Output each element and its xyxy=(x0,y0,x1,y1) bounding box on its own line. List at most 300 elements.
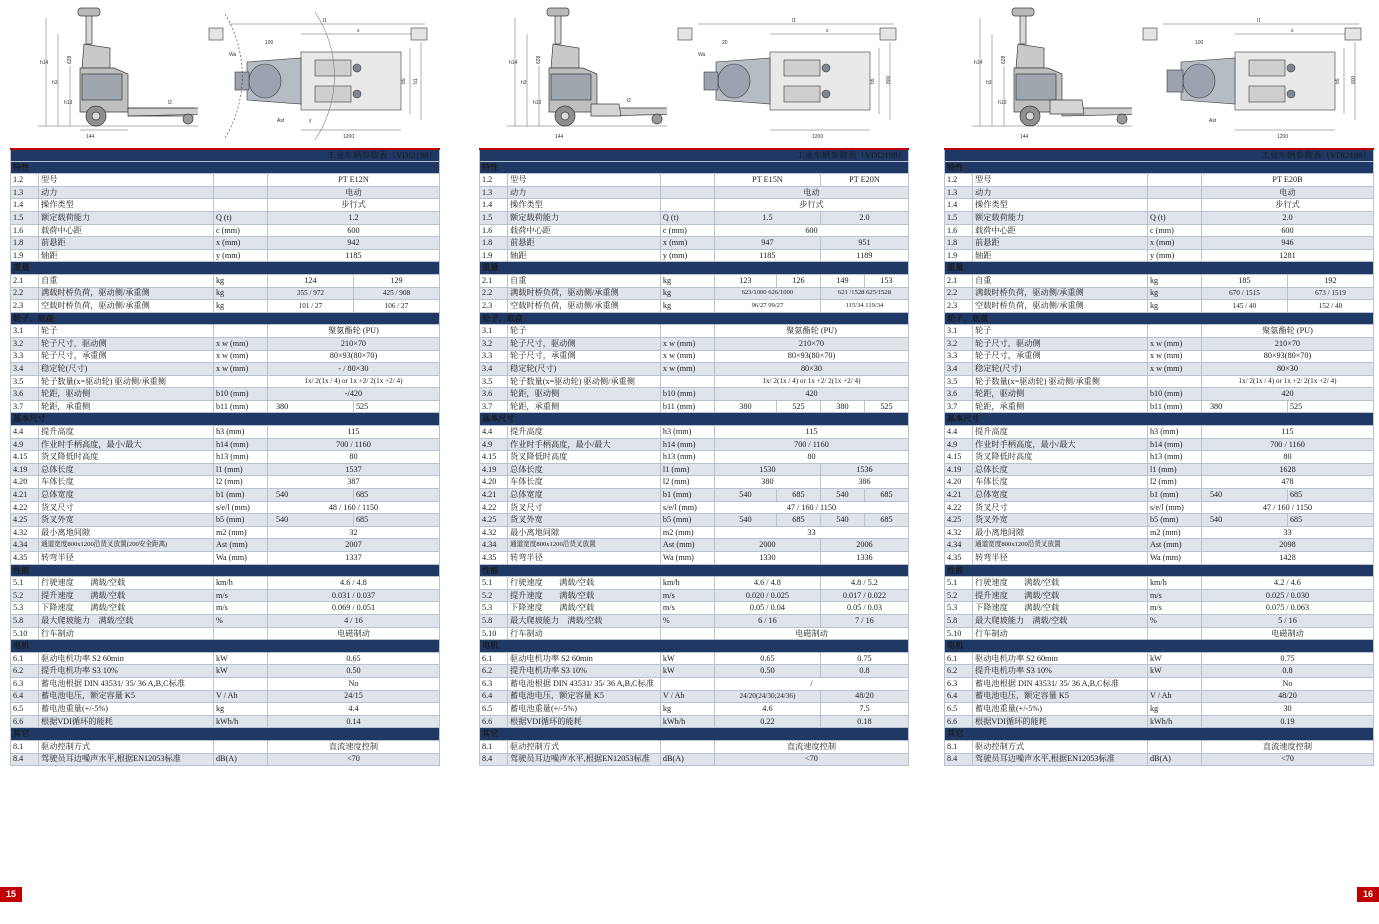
side-view-drawing-1 xyxy=(18,4,198,146)
cell-value: 80×93(80×70) xyxy=(267,350,439,363)
drawing-group-3 xyxy=(944,0,1374,148)
cell-value: 1530 xyxy=(714,463,820,476)
row-label: 轮距，承重侧 xyxy=(39,400,214,413)
row-unit xyxy=(1147,174,1201,187)
row-no: 2.1 xyxy=(11,274,39,287)
row-unit: h13 (mm) xyxy=(213,451,267,464)
row-unit: x w (mm) xyxy=(213,337,267,350)
row-no: 4.32 xyxy=(945,526,973,539)
row-label: 蓄电池根据 DIN 43531/ 35/ 36 A,B,C标准 xyxy=(973,677,1148,690)
row-unit: Wa (mm) xyxy=(1147,552,1201,565)
row-unit: h3 (mm) xyxy=(213,426,267,439)
cell-value: 2000 xyxy=(714,539,820,552)
row-label: 动力 xyxy=(508,186,661,199)
row-unit xyxy=(213,199,267,212)
cell-value: 80 xyxy=(714,451,908,464)
row-label: 型号 xyxy=(973,174,1148,187)
dim-label-144: 144 xyxy=(86,134,95,140)
spec-column-pte20b xyxy=(944,0,1374,924)
cell-value: 673 / 1519 xyxy=(1287,287,1373,300)
dim-label-b1: b1 xyxy=(413,78,419,84)
row-label: 货叉尺寸 xyxy=(973,501,1148,514)
row-label: 驱动电机功率 S2 60min xyxy=(973,652,1148,665)
row-no: 4.32 xyxy=(11,526,39,539)
cell-value: 106 / 27 xyxy=(353,300,439,313)
cell-value: 380 xyxy=(714,476,820,489)
row-unit: l1 (mm) xyxy=(660,463,714,476)
row-no: 1.5 xyxy=(480,211,508,224)
row-label: 货叉外宽 xyxy=(973,514,1148,527)
row-unit xyxy=(1147,627,1201,640)
row-unit: b10 (mm) xyxy=(660,388,714,401)
row-unit: kWh/h xyxy=(660,715,714,728)
dim-label-20: 20 xyxy=(722,40,728,46)
dim-label-100: 100 xyxy=(265,40,274,46)
page-number-left: 15 xyxy=(0,887,22,902)
row-label: 动力 xyxy=(973,186,1148,199)
row-unit: b5 (mm) xyxy=(1147,514,1201,527)
cell-value: 386 xyxy=(820,476,908,489)
cell-value: 0.05 / 0.03 xyxy=(820,602,908,615)
row-unit: l2 (mm) xyxy=(660,476,714,489)
section-wheels-3: 轮子、底盘 xyxy=(945,312,1374,325)
row-label: 提升高度 xyxy=(973,426,1148,439)
cell-value: 4.4 xyxy=(267,703,439,716)
cell-value: 80×93(80×70) xyxy=(714,350,908,363)
cell-value: 80×30 xyxy=(1201,363,1373,376)
row-unit: m/s xyxy=(213,602,267,615)
row-label: 总体长度 xyxy=(39,463,214,476)
row-label: 根据VDI循环的能耗 xyxy=(39,715,214,728)
dim-label-1200: 1200 xyxy=(812,134,824,140)
cell-value: 685 xyxy=(353,489,439,502)
row-unit: kg xyxy=(213,274,267,287)
row-unit: x w (mm) xyxy=(1147,363,1201,376)
cell-value: 540 xyxy=(820,489,864,502)
cell-value: 540 xyxy=(1201,514,1287,527)
row-unit xyxy=(1147,186,1201,199)
row-unit: b1 (mm) xyxy=(1147,489,1201,502)
row-label: 蓄电池电压，额定容量 K5 xyxy=(39,690,214,703)
row-label: 额定载荷能力 xyxy=(508,211,661,224)
cell-value: 525 xyxy=(776,400,820,413)
row-label: 转弯半径 xyxy=(973,552,1148,565)
row-unit: dB(A) xyxy=(1147,753,1201,766)
table-1 xyxy=(10,148,440,766)
row-label: 下降速度 满载/空载 xyxy=(39,602,214,615)
row-label: 最小离地间隙 xyxy=(508,526,661,539)
row-label: 下降速度 满载/空载 xyxy=(973,602,1148,615)
section-weight-3: 重量 xyxy=(945,262,1374,275)
row-label: 稳定轮(尺寸) xyxy=(39,363,214,376)
cell-value: 124 xyxy=(267,274,353,287)
row-no: 1.2 xyxy=(480,174,508,187)
row-label: 动力 xyxy=(39,186,214,199)
row-label: 蓄电池重量(+/-5%) xyxy=(39,703,214,716)
row-no: 3.4 xyxy=(11,363,39,376)
cell-value: 4.6 / 4.8 xyxy=(267,577,439,590)
row-unit xyxy=(213,627,267,640)
section-features-2: 特性 xyxy=(480,161,909,174)
row-no: 4.34 xyxy=(11,539,39,552)
row-label: 稳定轮(尺寸) xyxy=(508,363,661,376)
top-view-drawing-1 xyxy=(205,4,437,146)
row-unit: b5 (mm) xyxy=(213,514,267,527)
drawing-group-2 xyxy=(479,0,909,148)
row-no: 1.3 xyxy=(480,186,508,199)
cell-value: 1x/ 2(1x / 4) or 1x +2/ 2(1x +2/ 4) xyxy=(714,375,908,388)
row-no: 4.22 xyxy=(480,501,508,514)
dim-label-wa: Wa xyxy=(698,52,706,58)
cell-value: 80×30 xyxy=(714,363,908,376)
row-no: 1.6 xyxy=(480,224,508,237)
row-label: 驾驶员耳边噪声水平,根据EN12053标准 xyxy=(39,753,214,766)
dim-label-h13: h13 xyxy=(64,100,73,106)
cell-value: 153 xyxy=(864,274,908,287)
row-label: 提升高度 xyxy=(39,426,214,439)
cell-value: 540 xyxy=(820,514,864,527)
drawing-group-1 xyxy=(10,0,440,148)
row-no: 8.1 xyxy=(480,740,508,753)
row-no: 3.1 xyxy=(480,325,508,338)
row-label: 驱动控制方式 xyxy=(973,740,1148,753)
row-unit xyxy=(1147,325,1201,338)
row-no: 5.8 xyxy=(11,614,39,627)
cell-value: 1.2 xyxy=(267,211,439,224)
row-unit: x (mm) xyxy=(213,237,267,250)
section-performance-2: 性能 xyxy=(480,564,909,577)
row-label: 轮子尺寸，驱动侧 xyxy=(39,337,214,350)
cell-value: 540 xyxy=(714,514,776,527)
cell-value: 80×93(80×70) xyxy=(1201,350,1373,363)
row-label: 轮子尺寸，驱动侧 xyxy=(973,337,1148,350)
row-no: 5.8 xyxy=(480,614,508,627)
row-label: 总体宽度 xyxy=(508,489,661,502)
row-no: 8.4 xyxy=(480,753,508,766)
section-features-3: 特性 xyxy=(945,161,1374,174)
section-weight-2: 重量 xyxy=(480,262,909,275)
row-label: 满载时桥负荷，驱动侧/承重侧 xyxy=(973,287,1148,300)
dim-label-h14: h14 xyxy=(974,60,983,66)
cell-value: 600 xyxy=(1201,224,1373,237)
row-no: 1.4 xyxy=(945,199,973,212)
row-unit: kW xyxy=(213,652,267,665)
cell-value: 47 / 160 / 1150 xyxy=(1201,501,1373,514)
top-view-drawing-3 xyxy=(1139,4,1371,146)
cell-value: 0.14 xyxy=(267,715,439,728)
row-no: 1.3 xyxy=(11,186,39,199)
row-unit: m/s xyxy=(660,589,714,602)
cell-value: 4 / 16 xyxy=(267,614,439,627)
row-unit: Ast (mm) xyxy=(1147,539,1201,552)
row-no: 5.8 xyxy=(945,614,973,627)
cell-value: 0.50 xyxy=(714,665,820,678)
cell-value: 5 / 16 xyxy=(1201,614,1373,627)
spec-column-pte12n xyxy=(10,0,440,924)
section-other-1: 其它 xyxy=(11,728,440,741)
row-no: 5.2 xyxy=(480,589,508,602)
row-no: 4.25 xyxy=(945,514,973,527)
row-no: 3.6 xyxy=(480,388,508,401)
row-unit: Q (t) xyxy=(213,211,267,224)
row-unit xyxy=(660,186,714,199)
row-no: 3.1 xyxy=(945,325,973,338)
dim-label-800: 800 xyxy=(1351,75,1357,84)
cell-value: 4.6 / 4.8 xyxy=(714,577,820,590)
cell-value: 48/20 xyxy=(1201,690,1373,703)
row-no: 5.1 xyxy=(480,577,508,590)
row-label: 蓄电池重量(+/-5%) xyxy=(508,703,661,716)
row-label: 通道宽度800x1200沿货叉放置 xyxy=(973,539,1148,552)
row-no: 6.1 xyxy=(480,652,508,665)
row-unit: % xyxy=(660,614,714,627)
row-label: 驱动电机功率 S2 60min xyxy=(39,652,214,665)
dim-label-l1: l1 xyxy=(792,18,796,24)
page-number-right: 16 xyxy=(1357,887,1379,902)
cell-value: 149 xyxy=(820,274,864,287)
row-label: 轮子 xyxy=(39,325,214,338)
cell-value: 0.069 / 0.051 xyxy=(267,602,439,615)
row-label: 型号 xyxy=(508,174,661,187)
row-no: 5.3 xyxy=(945,602,973,615)
row-label: 轴距 xyxy=(39,249,214,262)
row-no: 6.3 xyxy=(945,677,973,690)
row-unit: y (mm) xyxy=(1147,249,1201,262)
cell-value: 0.025 / 0.030 xyxy=(1201,589,1373,602)
cell-value: 115 xyxy=(714,426,908,439)
row-unit xyxy=(1147,375,1201,388)
row-no: 1.9 xyxy=(480,249,508,262)
cell-value: 700 / 1160 xyxy=(1201,438,1373,451)
row-no: 2.2 xyxy=(11,287,39,300)
row-unit: x w (mm) xyxy=(660,363,714,376)
row-no: 3.4 xyxy=(480,363,508,376)
row-label: 轮子数量(x=驱动轮) 驱动侧/承重侧 xyxy=(973,375,1148,388)
row-unit: kg xyxy=(1147,274,1201,287)
dim-label-ast: Ast xyxy=(1209,118,1217,124)
section-wheels-2: 轮子、底盘 xyxy=(480,312,909,325)
cell-value: PT E20B xyxy=(1201,174,1373,187)
row-unit: kg xyxy=(213,300,267,313)
cell-value: 387 xyxy=(267,476,439,489)
cell-value: 540 xyxy=(267,514,353,527)
dim-label-628: 628 xyxy=(67,55,73,64)
cell-value: 24/20(24/30;24/36) xyxy=(714,690,820,703)
cell-value: 电动 xyxy=(1201,186,1373,199)
row-unit xyxy=(660,325,714,338)
cell-value: 步行式 xyxy=(1201,199,1373,212)
row-label: 驱动控制方式 xyxy=(508,740,661,753)
row-no: 4.35 xyxy=(11,552,39,565)
cell-value: 47 / 160 / 1150 xyxy=(714,501,908,514)
cell-value: <70 xyxy=(1201,753,1373,766)
side-view-drawing-3 xyxy=(952,4,1132,146)
row-no: 5.1 xyxy=(11,577,39,590)
row-no: 6.6 xyxy=(945,715,973,728)
row-label: 转弯半径 xyxy=(508,552,661,565)
section-other-2: 其它 xyxy=(480,728,909,741)
row-no: 1.2 xyxy=(11,174,39,187)
row-label: 总体长度 xyxy=(973,463,1148,476)
row-no: 4.35 xyxy=(945,552,973,565)
cell-value: 1281 xyxy=(1201,249,1373,262)
cell-value: 直流速度控制 xyxy=(714,740,908,753)
row-unit: kW xyxy=(660,652,714,665)
row-no: 4.15 xyxy=(480,451,508,464)
row-label: 根据VDI循环的能耗 xyxy=(508,715,661,728)
row-label: 作业时手柄高度，最小/最大 xyxy=(973,438,1148,451)
cell-value: 1x/ 2(1x / 4) or 1x +2/ 2(1x +2/ 4) xyxy=(1201,375,1373,388)
row-label: 行驶速度 满载/空载 xyxy=(973,577,1148,590)
row-no: 4.25 xyxy=(11,514,39,527)
row-unit xyxy=(660,199,714,212)
cell-value: 0.017 / 0.022 xyxy=(820,589,908,602)
row-no: 8.1 xyxy=(945,740,973,753)
cell-value: PT E12N xyxy=(267,174,439,187)
row-unit xyxy=(1147,677,1201,690)
cell-value: 478 xyxy=(1201,476,1373,489)
row-unit: s/e/l (mm) xyxy=(213,501,267,514)
row-label: 操作类型 xyxy=(508,199,661,212)
cell-value: 电磁制动 xyxy=(267,627,439,640)
row-no: 6.1 xyxy=(945,652,973,665)
cell-value: 210×70 xyxy=(267,337,439,350)
section-dimensions-2: 基本尺寸 xyxy=(480,413,909,426)
row-no: 4.19 xyxy=(11,463,39,476)
cell-value: 电磁制动 xyxy=(1201,627,1373,640)
cell-value: 30 xyxy=(1201,703,1373,716)
row-no: 3.2 xyxy=(480,337,508,350)
section-motor-1: 电机 xyxy=(11,640,440,653)
row-unit: kg xyxy=(1147,287,1201,300)
row-no: 4.35 xyxy=(480,552,508,565)
cell-value: 525 xyxy=(353,400,439,413)
row-unit: h14 (mm) xyxy=(660,438,714,451)
row-no: 4.15 xyxy=(11,451,39,464)
row-unit: c (mm) xyxy=(1147,224,1201,237)
cell-value: 380 xyxy=(820,400,864,413)
row-label: 自重 xyxy=(508,274,661,287)
row-unit: x w (mm) xyxy=(660,337,714,350)
row-no: 6.2 xyxy=(480,665,508,678)
row-unit: m/s xyxy=(213,589,267,602)
dim-label-x: x xyxy=(357,28,360,34)
row-no: 6.6 xyxy=(480,715,508,728)
row-label: 稳定轮(尺寸) xyxy=(973,363,1148,376)
row-label: 操作类型 xyxy=(39,199,214,212)
row-unit: b11 (mm) xyxy=(1147,400,1201,413)
cell-value: 145 / 40 xyxy=(1201,300,1287,313)
cell-value: 540 xyxy=(1201,489,1287,502)
section-weight-1: 重量 xyxy=(11,262,440,275)
row-label: 行车制动 xyxy=(39,627,214,640)
row-label: 行驶速度 满载/空载 xyxy=(508,577,661,590)
cell-value: 1428 xyxy=(1201,552,1373,565)
cell-value: <70 xyxy=(714,753,908,766)
cell-value: 电动 xyxy=(714,186,908,199)
cell-value: 942 xyxy=(267,237,439,250)
row-no: 3.4 xyxy=(945,363,973,376)
dim-label-b5: b5 xyxy=(870,78,876,84)
row-label: 总体长度 xyxy=(508,463,661,476)
row-unit: kg xyxy=(1147,703,1201,716)
row-label: 蓄电池电压，额定容量 K5 xyxy=(973,690,1148,703)
cell-value: 685 xyxy=(1287,514,1373,527)
cell-value: 152 / 40 xyxy=(1287,300,1373,313)
cell-value: 685 xyxy=(864,489,908,502)
cell-value: 115 xyxy=(267,426,439,439)
row-label: 提升电机功率 S3 10% xyxy=(508,665,661,678)
section-other-3: 其它 xyxy=(945,728,1374,741)
cell-value: 540 xyxy=(714,489,776,502)
row-label: 总体宽度 xyxy=(973,489,1148,502)
row-no: 4.34 xyxy=(480,539,508,552)
spec-column-pte15n-pte20n xyxy=(479,0,909,924)
row-no: 4.19 xyxy=(480,463,508,476)
row-no: 1.4 xyxy=(480,199,508,212)
cell-value: 0.19 xyxy=(1201,715,1373,728)
row-label: 蓄电池根据 DIN 43531/ 35/ 36 A,B,C标准 xyxy=(39,677,214,690)
row-no: 1.9 xyxy=(945,249,973,262)
row-no: 4.21 xyxy=(480,489,508,502)
row-label: 载荷中心距 xyxy=(973,224,1148,237)
row-no: 5.1 xyxy=(945,577,973,590)
row-no: 3.7 xyxy=(480,400,508,413)
row-unit xyxy=(660,677,714,690)
section-dimensions-3: 基本尺寸 xyxy=(945,413,1374,426)
row-no: 8.4 xyxy=(11,753,39,766)
cell-value: 210×70 xyxy=(1201,337,1373,350)
row-unit: km/h xyxy=(1147,577,1201,590)
row-label: 轮距，承重侧 xyxy=(973,400,1148,413)
row-label: 最大爬坡能力 满载/空载 xyxy=(508,614,661,627)
cell-value: 步行式 xyxy=(267,199,439,212)
dim-label-1200: 1200 xyxy=(343,134,355,140)
row-unit: x w (mm) xyxy=(660,350,714,363)
row-label: 轴距 xyxy=(508,249,661,262)
row-no: 3.2 xyxy=(11,337,39,350)
row-unit: h3 (mm) xyxy=(1147,426,1201,439)
row-label: 最大爬坡能力 满载/空载 xyxy=(973,614,1148,627)
row-no: 4.21 xyxy=(11,489,39,502)
row-label: 前悬距 xyxy=(973,237,1148,250)
row-unit: h14 (mm) xyxy=(213,438,267,451)
row-no: 5.2 xyxy=(11,589,39,602)
row-no: 4.20 xyxy=(480,476,508,489)
cell-value: 0.22 xyxy=(714,715,820,728)
row-unit: km/h xyxy=(213,577,267,590)
cell-value: 1330 xyxy=(714,552,820,565)
row-unit: m2 (mm) xyxy=(660,526,714,539)
cell-value: 129 xyxy=(353,274,439,287)
row-unit: Ast (mm) xyxy=(660,539,714,552)
row-unit: s/e/l (mm) xyxy=(660,501,714,514)
row-no: 6.2 xyxy=(945,665,973,678)
row-label: 驱动控制方式 xyxy=(39,740,214,753)
row-no: 3.3 xyxy=(480,350,508,363)
row-no: 5.10 xyxy=(945,627,973,640)
row-label: 最小离地间隙 xyxy=(39,526,214,539)
row-no: 1.6 xyxy=(945,224,973,237)
row-unit: kg xyxy=(1147,300,1201,313)
row-label: 轮距，驱动侧 xyxy=(39,388,214,401)
row-label: 轮子尺寸，承重侧 xyxy=(39,350,214,363)
row-no: 4.9 xyxy=(11,438,39,451)
cell-value: No xyxy=(267,677,439,690)
section-dimensions-1: 基本尺寸 xyxy=(11,413,440,426)
row-label: 最小离地间隙 xyxy=(973,526,1148,539)
row-label: 货叉尺寸 xyxy=(39,501,214,514)
